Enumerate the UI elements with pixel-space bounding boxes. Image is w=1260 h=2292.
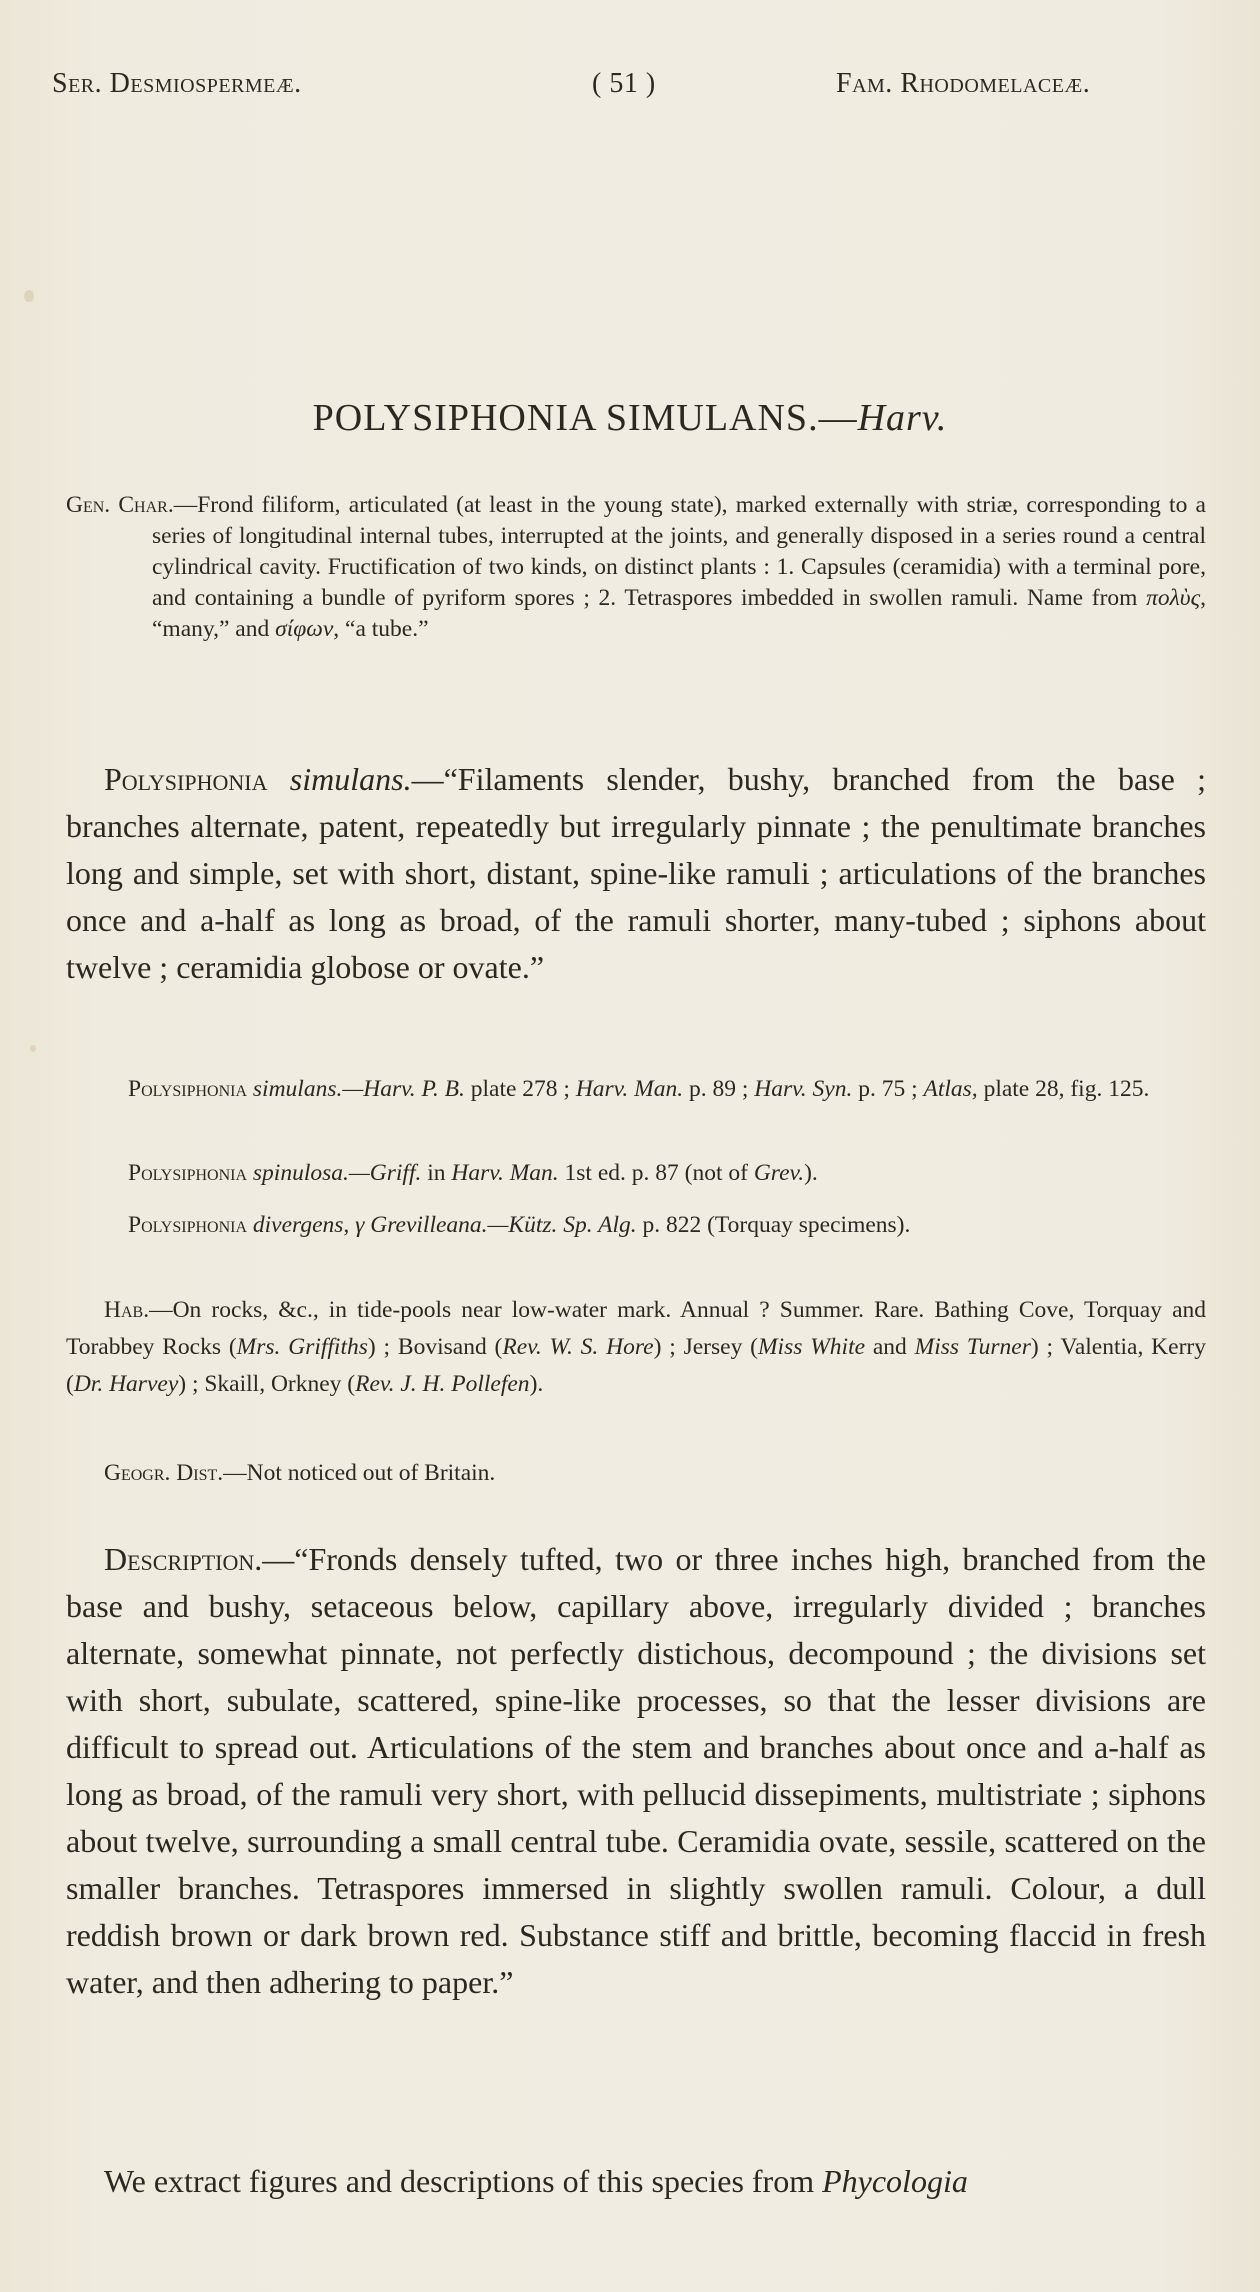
description: Description.—“Fronds densely tufted, two or three inches high, branched from the base and bushy, setaceous below, capillary above, irregularly divided ; branches alternate, somewhat pinnate, not perfectly distichous, decompound ; the divisions set with short, subulate, scattered, spine-like processes, so that the lesser divisions are difficult to spread out. Articulations of the stem and branches about once and a-half as long as broad, of the ramuli very short, with pellucid dissepiments, multistriate ; siphons about twelve, surrounding a small central tube. Ceramidia ovate, sessile, scattered on the smaller branches. Tetraspores immersed in slightly swollen ramuli. Colour, a dull reddish brown or dark brown red. Substance stiff and brittle, becoming flaccid in fresh water, and then adhering to paper.” bbox=[66, 1541, 1206, 2000]
species-diagnosis: Polysiphonia simulans.—“Filaments slender, bushy, branched from the base ; branches alternate, patent, repeatedly but irregularly pinnate ; the penultimate branches long and simple, set with short, distant, spine-like ramuli ; articulations of the branches once and a-half as long as broad, of the ramuli shorter, many-tubed ; siphons about twelve ; ceramidia globose or ovate.” bbox=[66, 761, 1207, 985]
gen-char-label: Gen. Char. bbox=[66, 492, 174, 518]
description-label: Description. bbox=[104, 1541, 263, 1577]
foxing-spot bbox=[24, 290, 34, 302]
synonym-entry: Polysiphonia simulans.—Harv. P. B. plate 278 ; Harv. Man. p. 89 ; Harv. Syn. p. 75 ; Atlas, plate 28, fig. 125. bbox=[128, 1076, 1150, 1102]
foxing-spot bbox=[30, 1045, 36, 1052]
synonym-entry: Polysiphonia spinulosa.—Griff. in Harv. Man. 1st ed. p. 87 (not of Grev.). bbox=[128, 1160, 818, 1186]
geographic-distribution: Geogr. Dist.—Not noticed out of Britain. bbox=[104, 1460, 496, 1486]
habitat-label: Hab. bbox=[104, 1297, 150, 1323]
running-head-family: Fam. Rhodomelaceæ. bbox=[836, 68, 1091, 99]
generic-character: Gen. Char.—Frond filiform, articulated (at least in the young state), marked externally with striæ, corresponding to a series of longitudinal internal tubes, interrupted at the joints, and generally disposed in a series round a central cylindrical cavity. Fructification of two kinds, on distinct plants : 1. Capsules (ceramidia) with a terminal pore, and containing a bundle of pyriform spores ; 2. Tetraspores imbedded in swollen ramuli. Name from πολὺς, “many,” and σίφων, “a tube.” bbox=[66, 492, 1206, 642]
page-number: ( 51 ) bbox=[592, 68, 656, 99]
habitat: Hab.—On rocks, &c., in tide-pools near low-water mark. Annual ? Summer. Rare. Bathing Cove, Torquay and Torabbey Rocks (Mrs. Griffiths) ; Bovisand (Rev. W. S. Hore) ; Jersey (Miss White and Miss Turner) ; Valentia, Kerry (Dr. Harvey) ; Skaill, Orkney (Rev. J. H. Pollefen). bbox=[66, 1297, 1206, 1397]
running-head bbox=[52, 68, 1202, 108]
synonym-entry: Polysiphonia divergens, γ Grevilleana.—Kütz. Sp. Alg. p. 822 (Torquay specimens). bbox=[128, 1212, 911, 1238]
running-head-series: Ser. Desmiospermeæ. bbox=[52, 68, 302, 99]
closing-paragraph: We extract figures and descriptions of this species from Phycologia bbox=[104, 2163, 968, 2199]
species-title: POLYSIPHONIA SIMULANS.—Harv. bbox=[312, 397, 948, 439]
